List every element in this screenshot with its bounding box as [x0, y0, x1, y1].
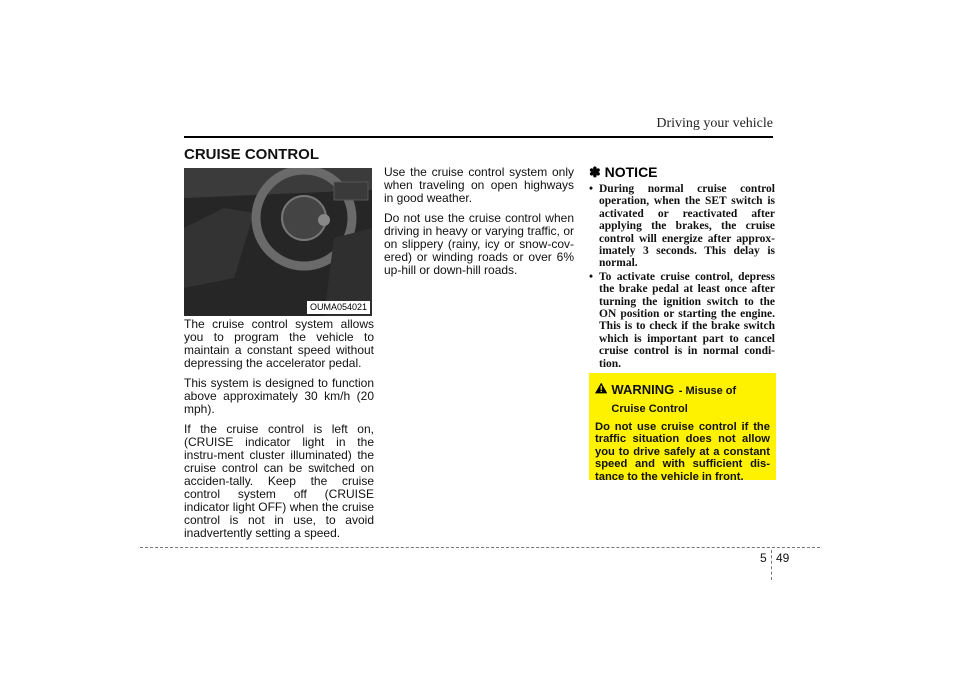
chapter-number: 5	[760, 551, 767, 565]
warning-subtitle: - Misuse of Cruise Control	[611, 385, 737, 415]
section-title: CRUISE CONTROL	[184, 144, 374, 166]
notice-item: • During normal cruise control operation, when the SET switch is activated or reactivated after applying the brakes, the cruise control will energize after approx-imately 3 seconds. This delay is normal.	[589, 183, 775, 270]
warning-heading	[595, 381, 770, 417]
warning-body: Do not use cruise control if the traffic situation does not allow you to drive safely at a constant speed and with sufficient dis-tance to the vehicle in front.	[595, 421, 770, 483]
column-2	[384, 166, 574, 284]
warning-triangle-icon	[595, 381, 607, 395]
dashboard-illustration	[184, 168, 372, 316]
notice-title: NOTICE	[604, 164, 658, 180]
running-header: Driving your vehicle	[656, 116, 773, 131]
notice-heading	[589, 166, 775, 179]
page-number: 49	[776, 551, 790, 565]
header-rule	[184, 136, 773, 138]
notice-item: • To activate cruise control, depress the brake pedal at least once after turning the ignition switch to the ON position or starting the engine. This is to check if the brake switch which is important part to cancel cruise control is in normal condi-tion.	[589, 271, 775, 370]
warning-box	[589, 373, 776, 483]
column-1	[184, 318, 374, 547]
notice-symbol-icon: ✽	[589, 164, 601, 180]
figure-code: OUMA054021	[307, 301, 370, 314]
page-number-divider	[771, 550, 772, 580]
notice-section	[589, 166, 775, 371]
notice-list	[589, 183, 775, 370]
paragraph: This system is designed to function above approximately 30 km/h (20 mph).	[184, 376, 374, 416]
paragraph: The cruise control system allows you to program the vehicle to maintain a constant speed without depressing the accelerator pedal.	[184, 317, 374, 370]
paragraph: If the cruise control is left on, (CRUISE indicator light in the instru-ment cluster illuminated) the cruise control can be switched on acciden-tally. Keep the cruise control system off (CRUISE indicator light OFF) when the cruise control is not in use, to avoid inadvertently setting a speed.	[184, 422, 374, 540]
paragraph: Use the cruise control system only when traveling on open highways in good weather.	[384, 165, 574, 205]
footer-rule	[140, 547, 820, 548]
paragraph: Do not use the cruise control when driving in heavy or varying traffic, or on slippery (rainy, icy or snow-cov-ered) or winding roads or over 6% up-hill or down-hill roads.	[384, 211, 574, 277]
dashboard-figure	[184, 168, 372, 316]
warning-word: WARNING	[611, 382, 675, 397]
